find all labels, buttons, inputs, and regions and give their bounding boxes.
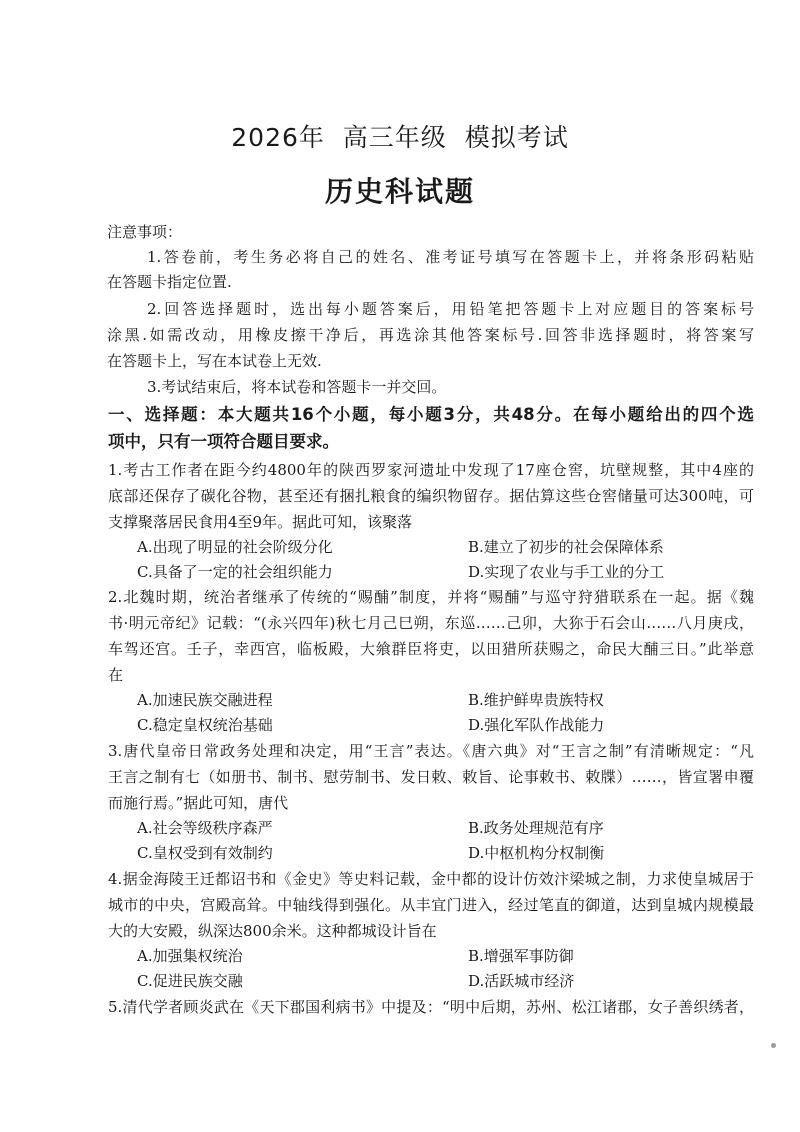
question-1-option-c: C.具备了一定的社会组织能力 <box>137 563 333 581</box>
subject-title: 历史科试题 <box>324 175 475 208</box>
notice-item-3: 3.考试结束后，将本试卷和答题卡一并交回。 <box>147 378 447 396</box>
notice-item-1-line-2: 在答题卡指定位置. <box>107 273 232 291</box>
question-3-option-d: D.中枢机构分权制衡 <box>468 844 605 862</box>
notice-item-2-line-3: 在答题卡上，写在本试卷上无效. <box>107 352 322 370</box>
question-3-line-2: 王言之制有七（如册书、制书、慰劳制书、发日敕、敕旨、论事敕书、敕牒）……，皆宣署申覆 <box>108 768 754 786</box>
section-heading-line-1: 一、选择题：本大题共16个小题，每小题3分，共48分。在每小题给出的四个选 <box>108 405 754 424</box>
question-2-line-3: 车驾还宫。壬子，幸西宫，临板殿，大飨群臣将吏，以田猎所获赐之，命民大酺三日。”此举意 <box>108 640 754 658</box>
question-3-option-a: A.社会等级秩序森严 <box>137 819 273 837</box>
question-4-option-a: A.加强集权统治 <box>137 947 243 965</box>
question-4-line-1: 4.据金海陵王迁都诏书和《金史》等史料记载，金中都的设计仿效汴梁城之制，力求使皇城居于 <box>108 870 754 888</box>
question-1-line-3: 支撑聚落居民食用4至9年。据此可知，该聚落 <box>108 513 413 531</box>
question-2-option-b: B.维护鲜卑贵族特权 <box>468 691 604 709</box>
question-4-option-c: C.促进民族交融 <box>137 972 243 990</box>
exam-title: 2026年 高三年级 模拟考试 <box>231 123 569 152</box>
question-4-option-d: D.活跃城市经济 <box>468 972 575 990</box>
notice-item-2-line-1: 2.回答选择题时，选出每小题答案后，用铅笔把答题卡上对应题目的答案标号 <box>147 300 754 318</box>
question-2-line-4: 在 <box>108 666 124 684</box>
question-1-option-a: A.出现了明显的社会阶级分化 <box>137 538 333 556</box>
notice-heading: 注意事项： <box>107 223 183 241</box>
question-4-line-3: 大的大安殿，纵深达800余米。这种都城设计旨在 <box>108 922 437 940</box>
question-1-line-1: 1.考古工作者在距今约4800年的陕西罗家河遗址中发现了17座仓窖，坑壁规整，其中4座的 <box>108 461 754 479</box>
question-4-option-b: B.增强军事防御 <box>468 947 574 965</box>
question-2-option-c: C.稳定皇权统治基础 <box>137 716 273 734</box>
question-3-option-c: C.皇权受到有效制约 <box>137 844 273 862</box>
section-heading-line-2: 项中，只有一项符合题目要求。 <box>108 432 339 451</box>
question-2-option-d: D.强化军队作战能力 <box>468 716 605 734</box>
notice-item-1-line-1: 1.答卷前，考生务必将自己的姓名、准考证号填写在答题卡上，并将条形码粘贴 <box>147 248 754 266</box>
question-3-line-1: 3.唐代皇帝日常政务处理和决定，用“王言”表达。《唐六典》对“王言之制”有清晰规定：“凡 <box>108 742 754 760</box>
question-2-line-1: 2.北魏时期，统治者继承了传统的“赐酺”制度，并将“赐酺”与巡守狩猎联系在一起。据《魏 <box>108 588 754 606</box>
question-3-line-3: 而施行焉。”据此可知，唐代 <box>108 794 289 812</box>
question-1-option-d: D.实现了农业与手工业的分工 <box>468 563 665 581</box>
question-3-option-b: B.政务处理规范有序 <box>468 819 604 837</box>
question-5-line-1: 5.清代学者顾炎武在《天下郡国利病书》中提及：“明中后期，苏州、松江诸郡，女子善织绣者， <box>108 998 754 1016</box>
question-2-option-a: A.加速民族交融进程 <box>137 691 273 709</box>
scan-speck <box>771 1043 776 1048</box>
question-2-line-2: 书·明元帝纪》记载：“(永兴四年)秋七月己巳朔，东巡……己卯，大狝于石会山……八月庚戌， <box>108 614 754 632</box>
question-1-line-2: 底部还保存了碳化谷物，甚至还有捆扎粮食的编织物留存。据估算这些仓窖储量可达300吨，可 <box>108 487 754 505</box>
question-4-line-2: 城市的中央，宫殿高耸。中轴线得到强化。从丰宜门进入，经过笔直的御道，达到皇城内规模最 <box>108 896 754 914</box>
notice-item-2-line-2: 涂黑.如需改动，用橡皮擦干净后，再选涂其他答案标号.回答非选择题时，将答案写 <box>107 326 754 344</box>
question-1-option-b: B.建立了初步的社会保障体系 <box>468 538 664 556</box>
